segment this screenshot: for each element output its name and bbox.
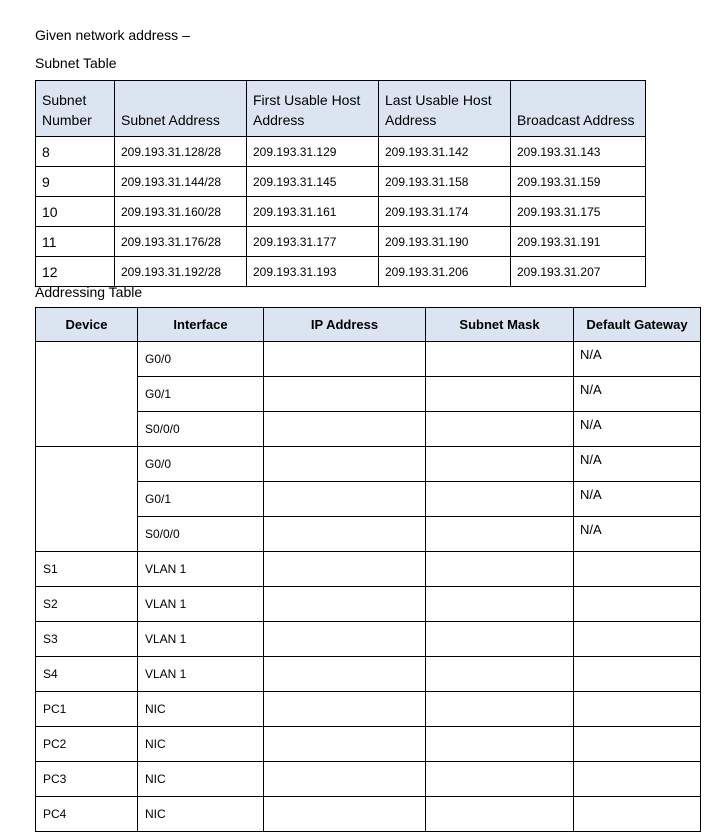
- interface-cell: G0/1: [138, 377, 264, 412]
- subnet-mask-cell: [426, 692, 574, 727]
- header-device: Device: [36, 308, 138, 342]
- interface-cell: G0/0: [138, 447, 264, 482]
- device-cell: S1: [36, 552, 138, 587]
- interface-cell: VLAN 1: [138, 657, 264, 692]
- interface-cell: NIC: [138, 797, 264, 832]
- intro-text: Given network address –: [35, 27, 190, 43]
- ip-address-cell: [264, 482, 426, 517]
- subnet-mask-cell: [426, 377, 574, 412]
- first-usable-host-cell: 209.193.31.145: [247, 167, 379, 197]
- last-usable-host-cell: 209.193.31.174: [379, 197, 511, 227]
- broadcast-address-cell: 209.193.31.159: [511, 167, 646, 197]
- ip-address-cell: [264, 692, 426, 727]
- interface-cell: G0/0: [138, 342, 264, 377]
- first-usable-host-cell: 209.193.31.193: [247, 257, 379, 287]
- ip-address-cell: [264, 762, 426, 797]
- table-row: [36, 137, 646, 167]
- device-cell: S4: [36, 657, 138, 692]
- default-gateway-cell: [574, 587, 701, 622]
- subnet-address-cell: 209.193.31.144/28: [115, 167, 247, 197]
- default-gateway-cell: [574, 692, 701, 727]
- table-row: [36, 227, 646, 257]
- subnet-mask-cell: [426, 762, 574, 797]
- ip-address-cell: [264, 727, 426, 762]
- default-gateway-cell: [574, 727, 701, 762]
- interface-cell: NIC: [138, 692, 264, 727]
- last-usable-host-cell: 209.193.31.206: [379, 257, 511, 287]
- table-row: [36, 762, 701, 797]
- addressing-table-header-row: [36, 308, 701, 342]
- broadcast-address-cell: 209.193.31.207: [511, 257, 646, 287]
- subnet-mask-cell: [426, 482, 574, 517]
- addressing-table-caption: Addressing Table: [35, 284, 143, 300]
- default-gateway-cell: [574, 622, 701, 657]
- table-row: [36, 727, 701, 762]
- table-row: [36, 622, 701, 657]
- device-cell: [36, 447, 138, 552]
- last-usable-host-cell: 209.193.31.190: [379, 227, 511, 257]
- subnet-table-header-row: [36, 81, 646, 137]
- device-cell: PC2: [36, 727, 138, 762]
- subnet-number-cell: 11: [36, 227, 115, 257]
- default-gateway-cell: N/A: [574, 447, 701, 482]
- default-gateway-cell: N/A: [574, 412, 701, 447]
- default-gateway-cell: N/A: [574, 342, 701, 377]
- subnet-mask-cell: [426, 447, 574, 482]
- default-gateway-cell: N/A: [574, 482, 701, 517]
- subnet-address-cell: 209.193.31.192/28: [115, 257, 247, 287]
- table-row: [36, 197, 646, 227]
- interface-cell: NIC: [138, 762, 264, 797]
- default-gateway-cell: N/A: [574, 517, 701, 552]
- subnet-number-cell: 12: [36, 257, 115, 287]
- default-gateway-cell: N/A: [574, 377, 701, 412]
- table-row: [36, 342, 701, 377]
- ip-address-cell: [264, 342, 426, 377]
- subnet-mask-cell: [426, 517, 574, 552]
- header-subnet-address: Subnet Address: [115, 81, 247, 137]
- addressing-table: [35, 307, 701, 832]
- first-usable-host-cell: 209.193.31.177: [247, 227, 379, 257]
- interface-cell: S0/0/0: [138, 412, 264, 447]
- subnet-address-cell: 209.193.31.160/28: [115, 197, 247, 227]
- subnet-mask-cell: [426, 412, 574, 447]
- subnet-number-cell: 9: [36, 167, 115, 197]
- header-default-gateway: Default Gateway: [574, 308, 701, 342]
- table-row: [36, 587, 701, 622]
- subnet-address-cell: 209.193.31.128/28: [115, 137, 247, 167]
- subnet-address-cell: 209.193.31.176/28: [115, 227, 247, 257]
- first-usable-host-cell: 209.193.31.129: [247, 137, 379, 167]
- first-usable-host-cell: 209.193.31.161: [247, 197, 379, 227]
- ip-address-cell: [264, 622, 426, 657]
- subnet-mask-cell: [426, 797, 574, 832]
- subnet-number-cell: 10: [36, 197, 115, 227]
- subnet-table: [35, 80, 646, 287]
- default-gateway-cell: [574, 797, 701, 832]
- header-subnet-mask: Subnet Mask: [426, 308, 574, 342]
- subnet-table-caption: Subnet Table: [35, 55, 117, 71]
- table-row: [36, 167, 646, 197]
- subnet-mask-cell: [426, 727, 574, 762]
- interface-cell: VLAN 1: [138, 587, 264, 622]
- header-first-usable-host: First Usable Host Address: [247, 81, 379, 137]
- header-subnet-number: Subnet Number: [36, 81, 115, 137]
- device-cell: PC4: [36, 797, 138, 832]
- broadcast-address-cell: 209.193.31.175: [511, 197, 646, 227]
- subnet-mask-cell: [426, 587, 574, 622]
- ip-address-cell: [264, 447, 426, 482]
- table-row: [36, 552, 701, 587]
- header-broadcast-address: Broadcast Address: [511, 81, 646, 137]
- interface-cell: G0/1: [138, 482, 264, 517]
- header-last-usable-host: Last Usable Host Address: [379, 81, 511, 137]
- device-cell: S2: [36, 587, 138, 622]
- ip-address-cell: [264, 657, 426, 692]
- device-cell: S3: [36, 622, 138, 657]
- broadcast-address-cell: 209.193.31.191: [511, 227, 646, 257]
- interface-cell: VLAN 1: [138, 552, 264, 587]
- interface-cell: VLAN 1: [138, 622, 264, 657]
- default-gateway-cell: [574, 552, 701, 587]
- last-usable-host-cell: 209.193.31.142: [379, 137, 511, 167]
- device-cell: [36, 342, 138, 447]
- subnet-mask-cell: [426, 622, 574, 657]
- subnet-number-cell: 8: [36, 137, 115, 167]
- ip-address-cell: [264, 517, 426, 552]
- subnet-mask-cell: [426, 657, 574, 692]
- ip-address-cell: [264, 412, 426, 447]
- interface-cell: S0/0/0: [138, 517, 264, 552]
- header-ip-address: IP Address: [264, 308, 426, 342]
- default-gateway-cell: [574, 657, 701, 692]
- device-cell: PC1: [36, 692, 138, 727]
- table-row: [36, 657, 701, 692]
- table-row: [36, 692, 701, 727]
- table-row: [36, 447, 701, 482]
- table-row: [36, 257, 646, 287]
- last-usable-host-cell: 209.193.31.158: [379, 167, 511, 197]
- broadcast-address-cell: 209.193.31.143: [511, 137, 646, 167]
- header-interface: Interface: [138, 308, 264, 342]
- interface-cell: NIC: [138, 727, 264, 762]
- ip-address-cell: [264, 797, 426, 832]
- ip-address-cell: [264, 377, 426, 412]
- subnet-mask-cell: [426, 552, 574, 587]
- device-cell: PC3: [36, 762, 138, 797]
- default-gateway-cell: [574, 762, 701, 797]
- ip-address-cell: [264, 587, 426, 622]
- table-row: [36, 797, 701, 832]
- subnet-mask-cell: [426, 342, 574, 377]
- ip-address-cell: [264, 552, 426, 587]
